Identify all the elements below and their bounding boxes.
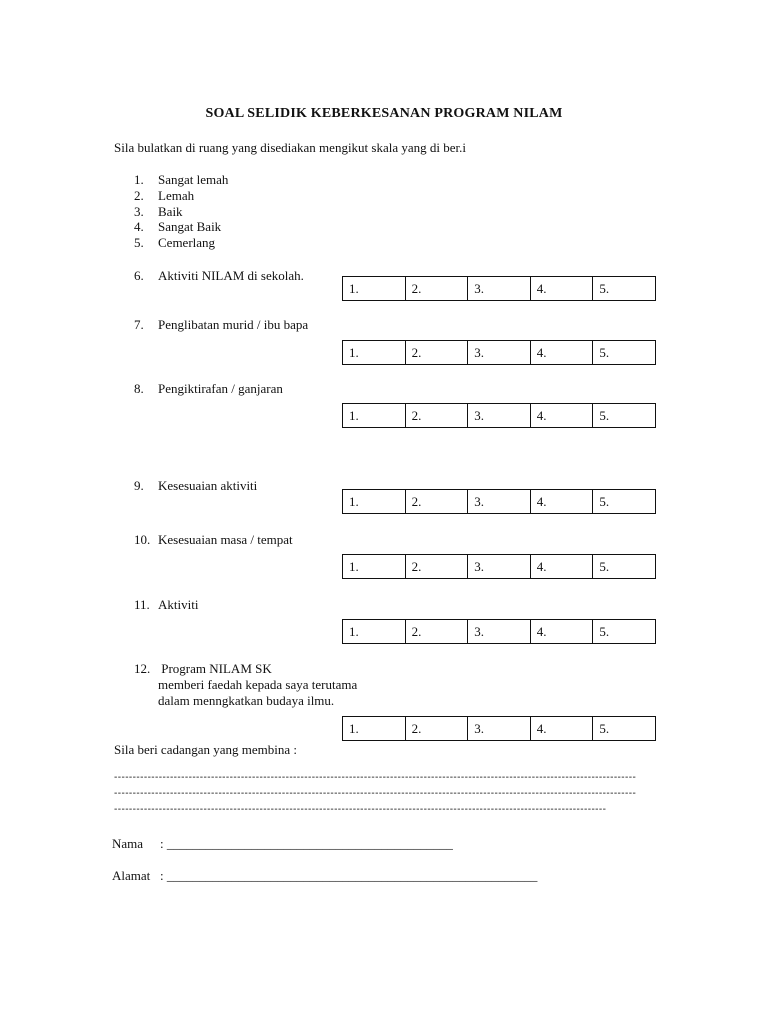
rating-option-2[interactable]: 2.	[405, 404, 468, 428]
scale-number: 2.	[134, 188, 144, 203]
rating-table-7	[342, 340, 656, 365]
rating-option-3[interactable]: 3.	[468, 555, 531, 579]
scale-item	[134, 188, 194, 204]
rating-option-4[interactable]: 4.	[530, 490, 593, 514]
rating-option-2[interactable]: 2.	[405, 277, 468, 301]
rating-option-5[interactable]: 5.	[593, 555, 656, 579]
rating-table-12	[342, 716, 656, 741]
rating-option-3[interactable]: 3.	[468, 620, 531, 644]
question-12	[134, 661, 272, 677]
rating-table-6	[342, 276, 656, 301]
rating-table-10	[342, 554, 656, 579]
question-text: Penglibatan murid / ibu bapa	[158, 317, 309, 332]
rating-option-4[interactable]: 4.	[530, 341, 593, 365]
rating-option-4[interactable]: 4.	[530, 404, 593, 428]
question-text: Kesesuaian masa / tempat	[158, 532, 293, 547]
suggestion-line-2[interactable]: --------------------------------------------------------------------------------------------------------------------------------------------	[114, 788, 637, 799]
rating-option-1[interactable]: 1.	[343, 341, 406, 365]
rating-option-3[interactable]: 3.	[468, 490, 531, 514]
question-text: Aktiviti NILAM di sekolah.	[158, 268, 304, 283]
question-number: 12.	[134, 661, 151, 676]
question-number: 11.	[134, 597, 150, 612]
question-text: Kesesuaian aktiviti	[158, 478, 258, 493]
rating-option-5[interactable]: 5.	[593, 341, 656, 365]
question-number: 10.	[134, 532, 151, 547]
rating-option-3[interactable]: 3.	[468, 277, 531, 301]
rating-option-4[interactable]: 4.	[530, 555, 593, 579]
rating-option-5[interactable]: 5.	[593, 490, 656, 514]
scale-item	[134, 172, 228, 188]
scale-item	[134, 204, 183, 220]
scale-item	[134, 235, 215, 251]
suggestion-label: Sila beri cadangan yang membina :	[114, 742, 298, 757]
scale-label: Sangat Baik	[158, 219, 222, 234]
rating-option-1[interactable]: 1.	[343, 620, 406, 644]
scale-label: Lemah	[158, 188, 195, 203]
address-label: Alamat	[112, 868, 151, 883]
scale-label: Cemerlang	[158, 235, 216, 250]
rating-table-11	[342, 619, 656, 644]
question-10	[134, 532, 293, 548]
rating-option-4[interactable]: 4.	[530, 277, 593, 301]
question-12-line-2: memberi faedah kepada saya terutama	[158, 677, 358, 692]
address-field	[112, 868, 537, 884]
rating-option-4[interactable]: 4.	[530, 620, 593, 644]
scale-label: Sangat lemah	[158, 172, 229, 187]
rating-option-1[interactable]: 1.	[343, 717, 406, 741]
scale-label: Baik	[158, 204, 183, 219]
rating-option-1[interactable]: 1.	[343, 490, 406, 514]
question-text: Pengiktirafan / ganjaran	[158, 381, 283, 396]
question-text: Program NILAM SK	[158, 661, 272, 676]
scale-number: 5.	[134, 235, 144, 250]
rating-table-8	[342, 403, 656, 428]
name-input-line[interactable]: : ____________________________________________	[160, 836, 453, 851]
form-title: SOAL SELIDIK KEBERKESANAN PROGRAM NILAM	[205, 106, 563, 121]
rating-option-5[interactable]: 5.	[593, 277, 656, 301]
rating-option-2[interactable]: 2.	[405, 490, 468, 514]
name-label: Nama	[112, 836, 144, 851]
rating-option-2[interactable]: 2.	[405, 341, 468, 365]
question-12-line-3: dalam menngkatkan budaya ilmu.	[158, 693, 335, 708]
suggestion-line-1[interactable]: --------------------------------------------------------------------------------------------------------------------------------------------	[114, 772, 637, 783]
question-text: Aktiviti	[158, 597, 199, 612]
rating-option-2[interactable]: 2.	[405, 717, 468, 741]
rating-option-5[interactable]: 5.	[593, 620, 656, 644]
rating-option-5[interactable]: 5.	[593, 404, 656, 428]
name-field	[112, 836, 453, 852]
rating-option-2[interactable]: 2.	[405, 555, 468, 579]
question-number: 7.	[134, 317, 144, 332]
question-8	[134, 381, 283, 397]
question-number: 6.	[134, 268, 144, 283]
question-number: 8.	[134, 381, 144, 396]
question-number: 9.	[134, 478, 144, 493]
address-input-line[interactable]: : _________________________________________________________	[160, 868, 538, 883]
rating-option-1[interactable]: 1.	[343, 404, 406, 428]
suggestion-line-3[interactable]: ------------------------------------------------------------------------------------------------------------------------------------	[114, 804, 607, 815]
rating-option-3[interactable]: 3.	[468, 404, 531, 428]
rating-option-1[interactable]: 1.	[343, 277, 406, 301]
rating-option-5[interactable]: 5.	[593, 717, 656, 741]
question-7	[134, 317, 308, 333]
question-9	[134, 478, 257, 494]
rating-option-2[interactable]: 2.	[405, 620, 468, 644]
scale-number: 1.	[134, 172, 144, 187]
scale-number: 4.	[134, 219, 144, 234]
question-6	[134, 268, 304, 284]
rating-option-3[interactable]: 3.	[468, 717, 531, 741]
question-11	[134, 597, 198, 613]
rating-option-4[interactable]: 4.	[530, 717, 593, 741]
rating-table-9	[342, 489, 656, 514]
rating-option-1[interactable]: 1.	[343, 555, 406, 579]
scale-item	[134, 219, 221, 235]
scale-number: 3.	[134, 204, 144, 219]
instruction-text: Sila bulatkan di ruang yang disediakan mengikut skala yang di ber.i	[114, 140, 467, 155]
rating-option-3[interactable]: 3.	[468, 341, 531, 365]
